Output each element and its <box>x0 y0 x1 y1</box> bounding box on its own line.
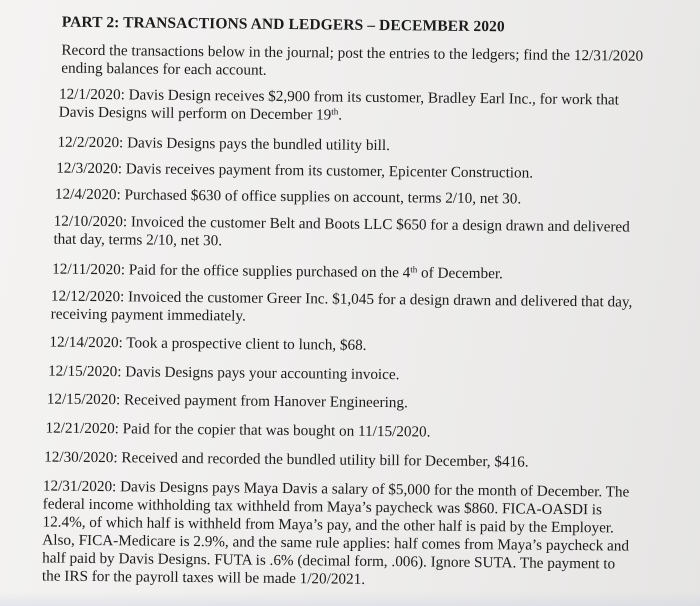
transaction-line: the IRS for the payroll taxes will be made 1/20/2021. <box>41 567 366 588</box>
instructions-paragraph <box>61 42 643 84</box>
transaction-12-15-accounting: 12/15/2020: Davis Designs pays your accounting invoice. <box>48 362 400 384</box>
instructions-line: ending balances for each account. <box>61 59 267 79</box>
transaction-line: 12/31/2020: Davis Designs pays Maya Davis a salary of $5,000 for the month of December. The <box>42 477 630 501</box>
ordinal-suffix: th <box>410 264 418 275</box>
instructions-line: Record the transactions below in the journal; post the entries to the ledgers; find the 12/31/2020 <box>61 41 644 65</box>
transaction-line: half paid by Davis Designs. FUTA is .6% (decimal form, .006). Ignore SUTA. The payment to <box>42 549 616 573</box>
ordinal-suffix: th <box>331 106 339 117</box>
transaction-12-12 <box>51 288 633 330</box>
transaction-12-31 <box>42 477 630 591</box>
transaction-line: Also, FICA-Medicare is 2.9%, and the same rule applies: half comes from Maya’s paycheck and <box>42 531 630 555</box>
transaction-12-1 <box>59 86 619 128</box>
transaction-12-10 <box>53 213 630 255</box>
transaction-line: 12.4%, of which half is withheld from Maya’s pay, and the other half is paid by the Employer. <box>42 513 614 537</box>
bottom-edge-shadow <box>0 592 700 606</box>
transaction-line: 12/1/2020: Davis Design receives $2,900 from its customer, Bradley Earl Inc., for work that <box>58 85 620 109</box>
transaction-12-21: 12/21/2020: Paid for the copier that was bought on 11/15/2020. <box>45 419 431 441</box>
transaction-12-14: 12/14/2020: Took a prospective client to lunch, $68. <box>49 333 367 354</box>
transaction-line: Davis Designs will perform on December 19th. <box>58 103 343 124</box>
transaction-12-30: 12/30/2020: Received and recorded the bundled utility bill for December, $416. <box>44 448 529 471</box>
transaction-line: 12/12/2020: Invoiced the customer Greer Inc. $1,045 for a design drawn and delivered that day, <box>50 287 633 311</box>
transaction-12-11: 12/11/2020: Paid for the office supplies purchased on the 4th of December. <box>52 260 503 283</box>
transaction-line: 12/10/2020: Invoiced the customer Belt and Boots LLC $650 for a design drawn and delivered <box>53 212 630 236</box>
transaction-12-2: 12/2/2020: Davis Designs pays the bundled utility bill. <box>57 133 391 155</box>
transaction-12-4: 12/4/2020: Purchased $630 of office supplies on account, terms 2/10, net 30. <box>54 185 522 208</box>
section-heading: PART 2: TRANSACTIONS AND LEDGERS – DECEMBER 2020 <box>61 13 505 36</box>
transaction-12-15-hanover: 12/15/2020: Received payment from Hanover Engineering. <box>46 390 408 412</box>
transaction-line: receiving payment immediately. <box>50 305 246 325</box>
transaction-line: that day, terms 2/10, net 30. <box>53 230 223 250</box>
transaction-line: federal income withholding tax withheld from Maya’s paycheck was $860. FICA-OASDI is <box>42 495 603 519</box>
transaction-12-3: 12/3/2020: Davis receives payment from its customer, Epicenter Construction. <box>56 159 534 182</box>
